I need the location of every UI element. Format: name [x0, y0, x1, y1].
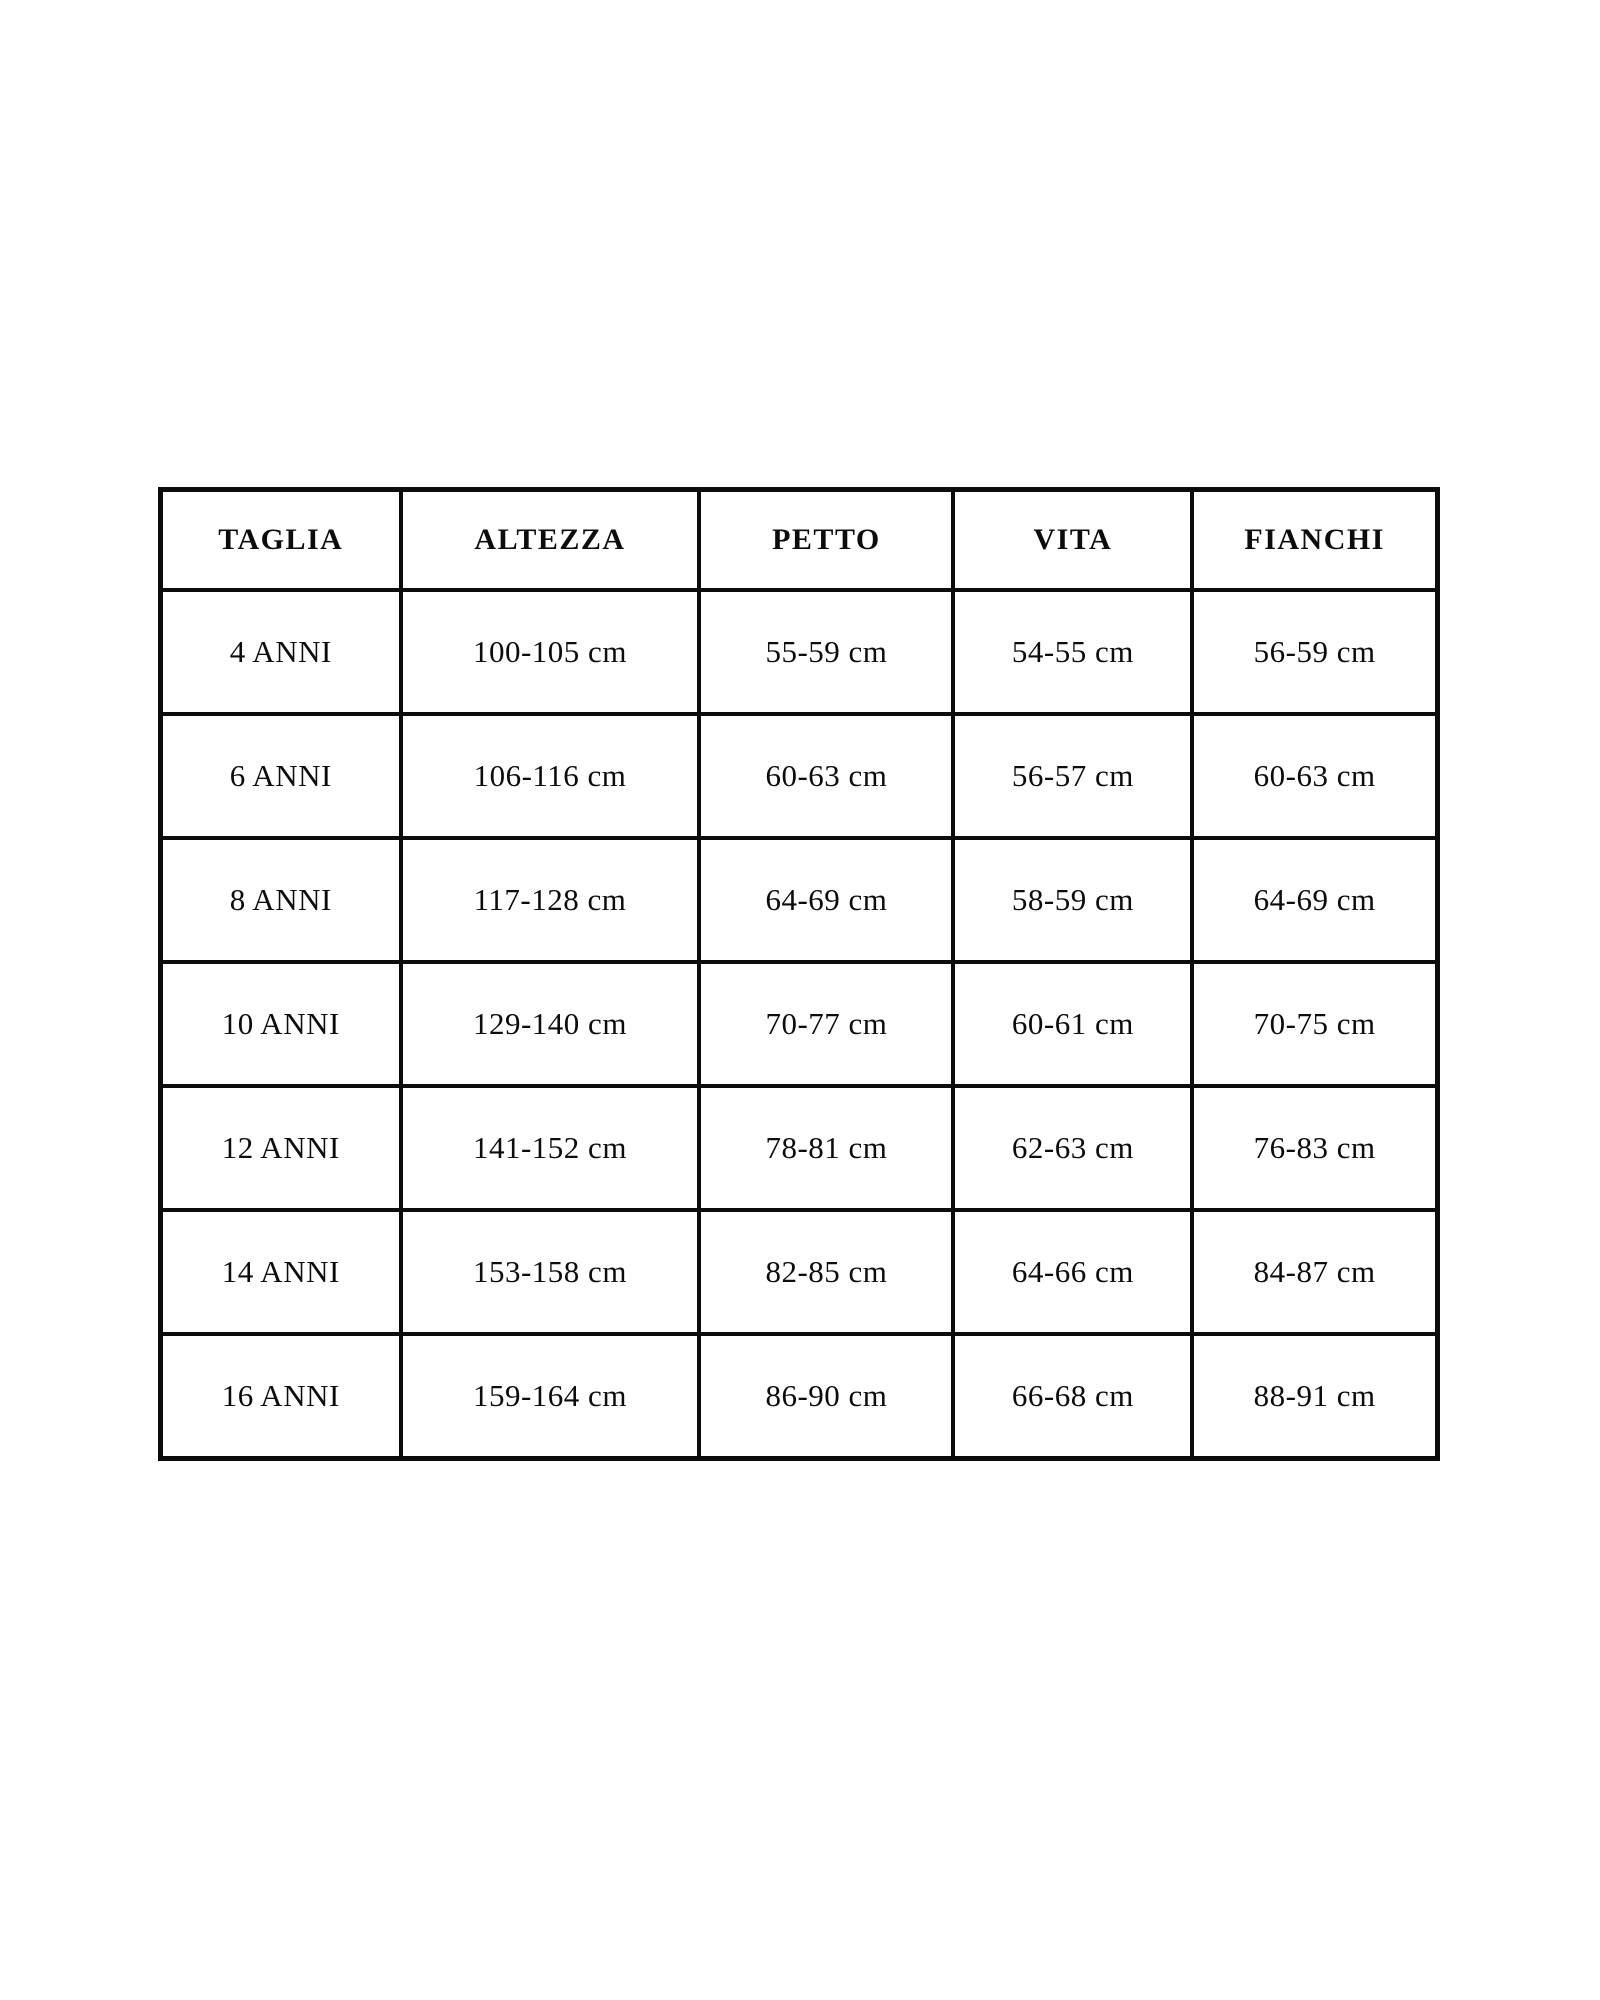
cell-taglia: 16 ANNI: [161, 1334, 401, 1459]
cell-vita: 62-63 cm: [953, 1086, 1192, 1210]
cell-fianchi: 76-83 cm: [1192, 1086, 1437, 1210]
size-chart-table: [158, 487, 1440, 1461]
cell-taglia: 14 ANNI: [161, 1210, 401, 1334]
table-row: [161, 1086, 1438, 1210]
cell-altezza: 117-128 cm: [401, 838, 700, 962]
cell-fianchi: 84-87 cm: [1192, 1210, 1437, 1334]
cell-fianchi: 64-69 cm: [1192, 838, 1437, 962]
header-cell-fianchi: FIANCHI: [1192, 490, 1437, 591]
table-row: [161, 838, 1438, 962]
table-header-row: [161, 490, 1438, 591]
header-cell-vita: VITA: [953, 490, 1192, 591]
header-cell-altezza: ALTEZZA: [401, 490, 700, 591]
cell-altezza: 141-152 cm: [401, 1086, 700, 1210]
table-row: [161, 1334, 1438, 1459]
cell-altezza: 129-140 cm: [401, 962, 700, 1086]
cell-fianchi: 70-75 cm: [1192, 962, 1437, 1086]
cell-vita: 66-68 cm: [953, 1334, 1192, 1459]
cell-petto: 70-77 cm: [699, 962, 953, 1086]
cell-petto: 86-90 cm: [699, 1334, 953, 1459]
table-body: [161, 590, 1438, 1459]
cell-petto: 64-69 cm: [699, 838, 953, 962]
cell-taglia: 6 ANNI: [161, 714, 401, 838]
table-row: [161, 962, 1438, 1086]
cell-fianchi: 60-63 cm: [1192, 714, 1437, 838]
table-row: [161, 590, 1438, 714]
cell-altezza: 100-105 cm: [401, 590, 700, 714]
header-cell-taglia: TAGLIA: [161, 490, 401, 591]
cell-taglia: 8 ANNI: [161, 838, 401, 962]
cell-vita: 60-61 cm: [953, 962, 1192, 1086]
cell-altezza: 106-116 cm: [401, 714, 700, 838]
cell-taglia: 10 ANNI: [161, 962, 401, 1086]
cell-taglia: 4 ANNI: [161, 590, 401, 714]
cell-taglia: 12 ANNI: [161, 1086, 401, 1210]
cell-petto: 82-85 cm: [699, 1210, 953, 1334]
cell-petto: 78-81 cm: [699, 1086, 953, 1210]
cell-fianchi: 56-59 cm: [1192, 590, 1437, 714]
header-cell-petto: PETTO: [699, 490, 953, 591]
table-row: [161, 1210, 1438, 1334]
cell-vita: 56-57 cm: [953, 714, 1192, 838]
cell-petto: 55-59 cm: [699, 590, 953, 714]
cell-vita: 58-59 cm: [953, 838, 1192, 962]
cell-altezza: 153-158 cm: [401, 1210, 700, 1334]
cell-fianchi: 88-91 cm: [1192, 1334, 1437, 1459]
cell-altezza: 159-164 cm: [401, 1334, 700, 1459]
cell-vita: 54-55 cm: [953, 590, 1192, 714]
cell-vita: 64-66 cm: [953, 1210, 1192, 1334]
cell-petto: 60-63 cm: [699, 714, 953, 838]
table-row: [161, 714, 1438, 838]
